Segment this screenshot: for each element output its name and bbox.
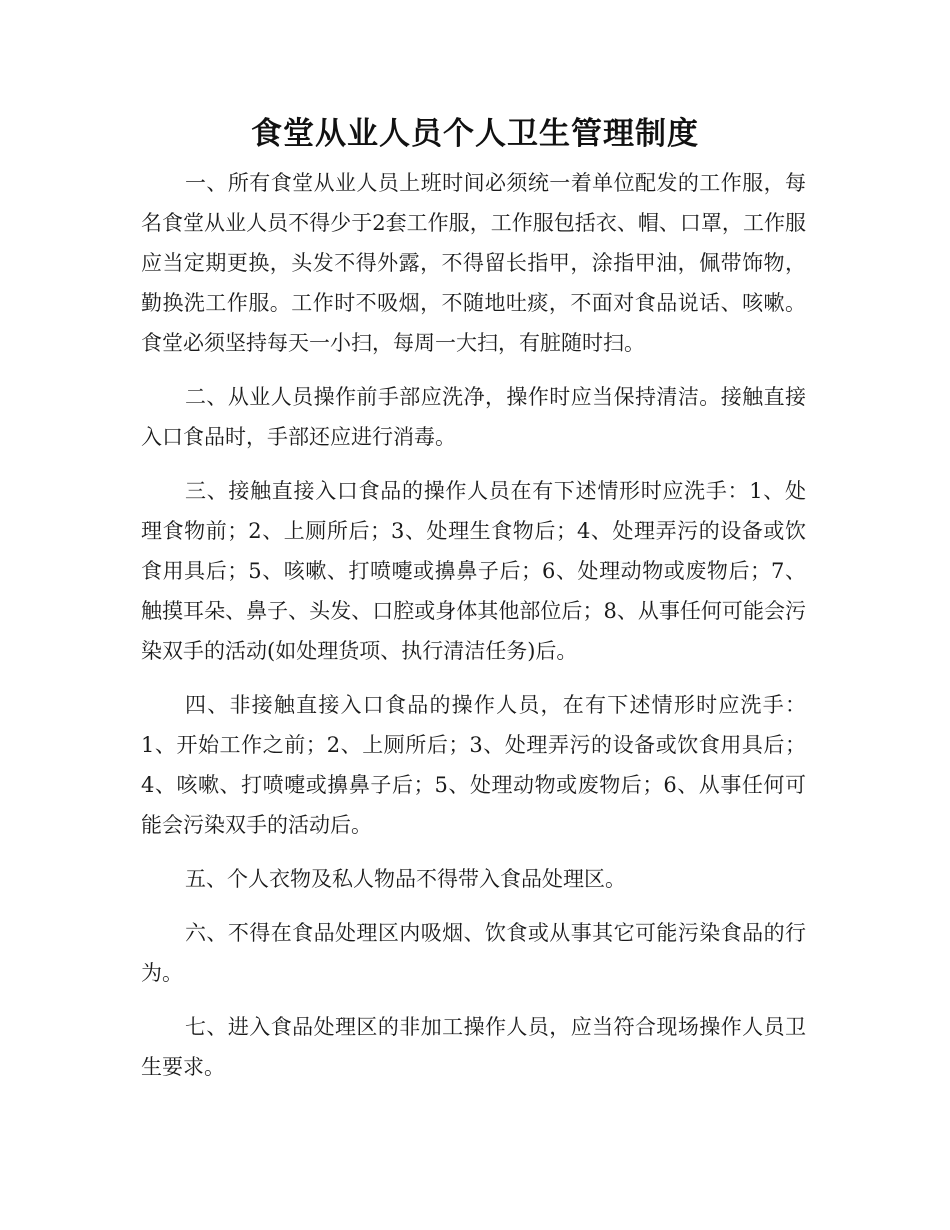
document-title: 食堂从业人员个人卫生管理制度 [251,116,699,152]
paragraph-7: 七、进入食品处理区的非加工操作人员，应当符合现场操作人员卫生要求。 [141,1015,806,1079]
paragraph-2: 二、从业人员操作前手部应洗净，操作时应当保持清洁。接触直接入口食品时，手部还应进行消毒。 [141,385,806,449]
paragraph-3: 三、接触直接入口食品的操作人员在有下述情形时应洗手：1、处理食物前；2、上厕所后；3、处理生食物后；4、处理弄污的设备或饮食用具后；5、咳嗽、打喷嚏或擤鼻子后；6、处理动物或废物后；7、触摸耳朵、鼻子、头发、口腔或身体其他部位后；8、从事任何可能会污染双手的活动(如处理货项、执行清洁任务)后。 [141,479,806,663]
paragraph-6: 六、不得在食品处理区内吸烟、饮食或从事其它可能污染食品的行为。 [141,921,806,985]
document-body [141,163,806,1101]
paragraph-5: 五、个人衣物及私人物品不得带入食品处理区。 [185,867,626,891]
paragraph-4: 四、非接触直接入口食品的操作人员，在有下述情形时应洗手：1、开始工作之前；2、上厕所后；3、处理弄污的设备或饮食用具后；4、咳嗽、打喷嚏或擤鼻子后；5、处理动物或废物后；6、从事任何可能会污染双手的活动后。 [141,693,806,837]
paragraph-1: 一、所有食堂从业人员上班时间必须统一着单位配发的工作服，每名食堂从业人员不得少于2套工作服，工作服包括衣、帽、口罩，工作服应当定期更换，头发不得外露，不得留长指甲，涂指甲油，佩带饰物，勤换洗工作服。工作时不吸烟，不随地吐痰，不面对食品说话、咳嗽。食堂必须坚持每天一小扫，每周一大扫，有脏随时扫。 [141,171,806,355]
